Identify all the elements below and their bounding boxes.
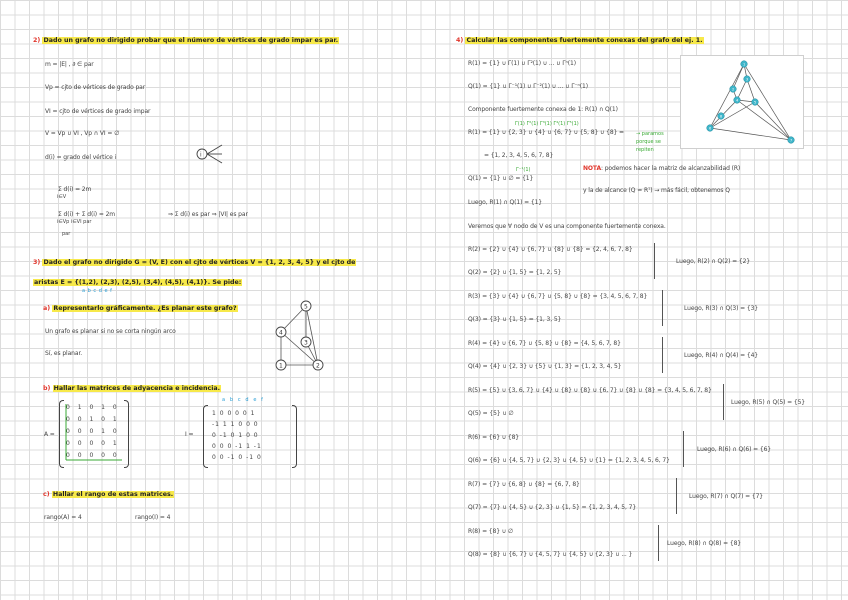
p4-title xyxy=(456,38,704,44)
p3-node-1 xyxy=(276,360,286,370)
p3-a-line-1: Un grafo es planar si no se corta ningún arco xyxy=(45,328,176,335)
p4-line-1: R(1) = {1} ∪ Γ(1) ∪ Γ²(1) ∪ ... ∪ Γⁿ(1) xyxy=(468,60,576,67)
q3-line: Q(3) = {3} ∪ {1, 5} = {1, 3, 5} xyxy=(468,316,562,323)
p3-node-4 xyxy=(276,327,286,337)
digraph-figure xyxy=(680,55,804,149)
p2-sum-2-par: par xyxy=(62,231,71,237)
p3-a-label: a) xyxy=(43,305,51,312)
matrix-i-header: a b c d e f xyxy=(222,397,265,403)
p3-a-heading xyxy=(43,306,238,312)
incidence-matrix xyxy=(212,410,292,466)
p2-title-text: Dado un grafo no dirigido probar que el número de vértices de grado impar es par. xyxy=(43,37,339,44)
p4-nota xyxy=(583,166,740,172)
svg-text:5: 5 xyxy=(754,100,757,105)
p4-nota-2: y la de alcance (Q = Rᵀ) → más fácil, obtenemos Q xyxy=(583,187,730,194)
p4-title-text: Calcular las componentes fuertemente conexas del grafo del ej. 1. xyxy=(466,37,703,44)
matrix-i-row: 0 -1 0 1 0 0 xyxy=(212,432,259,439)
p2-sum-1: Σ d(i) = 2m xyxy=(58,186,92,193)
vertex-i-label: i xyxy=(200,151,202,159)
p2-sum-2-sub: i∈Vp i∈VI par xyxy=(57,219,92,225)
r3-line: R(3) = {3} ∪ {4} ∪ {6, 7} ∪ {5, 8} ∪ {8} = {3, 4, 5, 6, 7, 8} xyxy=(468,293,648,300)
matrix-a-row: 0 0 0 0 0 xyxy=(66,452,120,459)
matrix-a-row: 0 0 1 0 1 xyxy=(66,416,120,423)
p2-line-1: m = |E| , ∂ ∈ par xyxy=(45,61,94,68)
p3-c-text: Hallar el rango de estas matrices. xyxy=(52,491,174,498)
p2-line-4: V = Vp ∪ VI , Vp ∩ VI = ∅ xyxy=(45,130,120,137)
block-8-divider xyxy=(658,525,659,561)
block-2-divider xyxy=(654,243,655,279)
svg-text:1: 1 xyxy=(743,62,746,67)
svg-text:2: 2 xyxy=(732,87,735,92)
p3-title-2 xyxy=(33,280,242,286)
matrix-i-row: -1 1 1 0 0 0 xyxy=(212,421,259,428)
p3-title xyxy=(33,260,356,266)
svg-text:7: 7 xyxy=(790,138,793,143)
p3-node-2 xyxy=(313,360,323,370)
q5-line: Q(5) = {5} ∪ ∅ xyxy=(468,410,514,417)
svg-text:6: 6 xyxy=(709,126,712,131)
p4-line-4: R(1) = {1} ∪ {2, 3} ∪ {4} ∪ {6, 7} ∪ {5, 8} ∪ {8} = xyxy=(468,129,624,136)
p3-b-text: Hallar las matrices de adyacencia e incidencia. xyxy=(53,385,221,392)
p3-b-heading xyxy=(43,386,221,392)
p3-node-5 xyxy=(301,301,311,311)
result-4: Luego, R(4) ∩ Q(4) = {4} xyxy=(684,352,759,359)
matrix-a-green-marks xyxy=(62,402,128,466)
rank-a: rango(A) = 4 xyxy=(44,514,82,521)
nota-text: : podemos hacer la matriz de alcanzabilidad (R) xyxy=(601,165,741,172)
matrix-a-row: 0 1 0 1 0 xyxy=(66,404,120,411)
r4-line: R(4) = {4} ∪ {6, 7} ∪ {5, 8} ∪ {8} = {4, 5, 6, 7, 8} xyxy=(468,340,621,347)
p2-line-5: d(i) = grado del vértice i xyxy=(45,154,117,161)
p3-number: 3) xyxy=(33,259,41,266)
p3-c-label: c) xyxy=(43,491,50,498)
q2-line: Q(2) = {2} ∪ {1, 5} = {1, 2, 5} xyxy=(468,269,562,276)
p2-sum-2-tail: ⇒ Σ d(i) es par ⇒ |VI| es par xyxy=(168,211,248,218)
p2-line-2: Vp = cjto de vértices de grado par xyxy=(45,84,146,91)
p2-sum-2: Σ d(i) + Σ d(i) = 2m xyxy=(58,211,116,218)
p3-a-text: Representarlo gráficamente. ¿Es planar este grafo? xyxy=(53,305,237,312)
p3-a-line-2: Sí, es planar. xyxy=(45,350,83,357)
matrix-a-row: 0 0 0 1 0 xyxy=(66,428,120,435)
p3-undirected-graph xyxy=(268,298,330,374)
block-4-divider xyxy=(662,337,663,373)
svg-text:4: 4 xyxy=(736,98,739,103)
p4-line-2: Q(1) = {1} ∪ Γ⁻¹(1) ∪ Γ⁻²(1) ∪ ... ∪ Γ⁻ⁿ(1) xyxy=(468,83,588,90)
result-3: Luego, R(3) ∩ Q(3) = {3} xyxy=(684,305,759,312)
q8-line: Q(8) = {8} ∪ {6, 7} ∪ {4, 5, 7} ∪ {4, 5} ∪ {2, 3} ∪ ... } xyxy=(468,551,633,558)
p4-line-5: = {1, 2, 3, 4, 5, 6, 7, 8} xyxy=(484,152,554,159)
p3-b-label: b) xyxy=(43,385,51,392)
p4-line-6: Q(1) = {1} ∪ ∅ = {1} xyxy=(468,175,534,182)
block-3-divider xyxy=(662,290,663,326)
matrix-i-row: 0 0 0 -1 1 -1 xyxy=(212,443,262,450)
matrix-i-row: 0 0 -1 0 -1 0 xyxy=(212,454,262,461)
q4-line: Q(4) = {4} ∪ {2, 3} ∪ {5} ∪ {1, 3} = {1, 2, 3, 4, 5} xyxy=(468,363,622,370)
p4-gamma-labels: Γ(1) Γ²(1) Γ³(1) Γ⁴(1) Γ⁵(1) xyxy=(515,121,579,127)
result-5: Luego, R(5) ∩ Q(5) = {5} xyxy=(731,399,806,406)
p4-note-green: → paramos porque se repiten xyxy=(636,131,664,153)
matrix-i-left-bracket xyxy=(203,405,208,468)
result-8: Luego, R(8) ∩ Q(8) = {8} xyxy=(667,540,742,547)
matrix-i-row: 1 0 0 0 0 1 xyxy=(212,410,256,417)
p4-line-3: Componente fuertemente conexa de 1: R(1) ∩ Q(1) xyxy=(468,106,618,113)
p2-line-3: VI = cjto de vértices de grado impar xyxy=(45,108,151,115)
result-7: Luego, R(7) ∩ Q(7) = {7} xyxy=(689,493,764,500)
result-6: Luego, R(6) ∩ Q(6) = {6} xyxy=(697,446,772,453)
matrix-a-label: A = xyxy=(44,431,55,438)
r5-line: R(5) = {5} ∪ {3, 6, 7} ∪ {4} ∪ {8} ∪ {8} ∪ {6, 7} ∪ {8} ∪ {8} = {3, 4, 5, 6, 7, 8} xyxy=(468,387,712,394)
r7-line: R(7) = {7} ∪ {6, 8} ∪ {8} = {6, 7, 8} xyxy=(468,481,580,488)
svg-text:8: 8 xyxy=(720,114,723,119)
block-6-divider xyxy=(683,431,684,467)
result-2: Luego, R(2) ∩ Q(2) = {2} xyxy=(676,258,751,265)
vertex-degree-sketch xyxy=(195,142,225,166)
p2-number: 2) xyxy=(33,37,41,44)
p3-c-heading xyxy=(43,492,174,498)
block-7-divider xyxy=(676,478,677,514)
p3-title-2-text: aristas E = {(1,2), (2,3), (2,5), (3,4), (4,5), (4,1)}. Se pide: xyxy=(34,279,242,286)
matrix-a-row: 0 0 0 0 1 xyxy=(66,440,120,447)
rank-i: rango(I) = 4 xyxy=(135,514,171,521)
svg-text:1: 1 xyxy=(279,362,283,370)
p4-number: 4) xyxy=(456,37,464,44)
q6-line: Q(6) = {6} ∪ {4, 5, 7} ∪ {2, 3} ∪ {4, 5} ∪ {1} = {1, 2, 3, 4, 5, 6, 7} xyxy=(468,457,670,464)
matrix-i-label: I = xyxy=(185,431,194,438)
p3-title-text: Dado el grafo no dirigido G = (V, E) con el cjto de vértices V = {1, 2, 3, 4, 5} y el cjto de xyxy=(43,259,356,266)
p4-line-8: Veremos que ∀ nodo de V es una componente fuertemente conexa. xyxy=(468,223,666,230)
r6-line: R(6) = {6} ∪ {8} xyxy=(468,434,520,441)
svg-text:5: 5 xyxy=(304,303,308,311)
r2-line: R(2) = {2} ∪ {4} ∪ {6, 7} ∪ {8} ∪ {8} = {2, 4, 6, 7, 8} xyxy=(468,246,633,253)
svg-text:3: 3 xyxy=(746,77,749,82)
p4-line-7: Luego, R(1) ∩ Q(1) = {1} xyxy=(468,199,543,206)
svg-text:2: 2 xyxy=(316,362,320,370)
svg-text:3: 3 xyxy=(304,339,308,347)
p2-sum-1-sub: i∈V xyxy=(57,194,67,200)
svg-text:4: 4 xyxy=(279,329,283,337)
p4-gamma-inverse: Γ⁻¹(1) xyxy=(516,167,531,173)
q7-line: Q(7) = {7} ∪ {4, 5} ∪ {2, 3} ∪ {1, 5} = {1, 2, 3, 4, 5, 7} xyxy=(468,504,637,511)
block-5-divider xyxy=(723,384,724,420)
digraph-svg xyxy=(681,56,803,148)
p3-node-3 xyxy=(301,337,311,347)
r8-line: R(8) = {8} ∪ ∅ xyxy=(468,528,513,535)
p3-edge-letters: a b c d e f xyxy=(82,288,113,294)
p2-title xyxy=(33,38,339,44)
matrix-i-right-bracket xyxy=(292,405,297,468)
nota-label: NOTA xyxy=(583,165,601,172)
